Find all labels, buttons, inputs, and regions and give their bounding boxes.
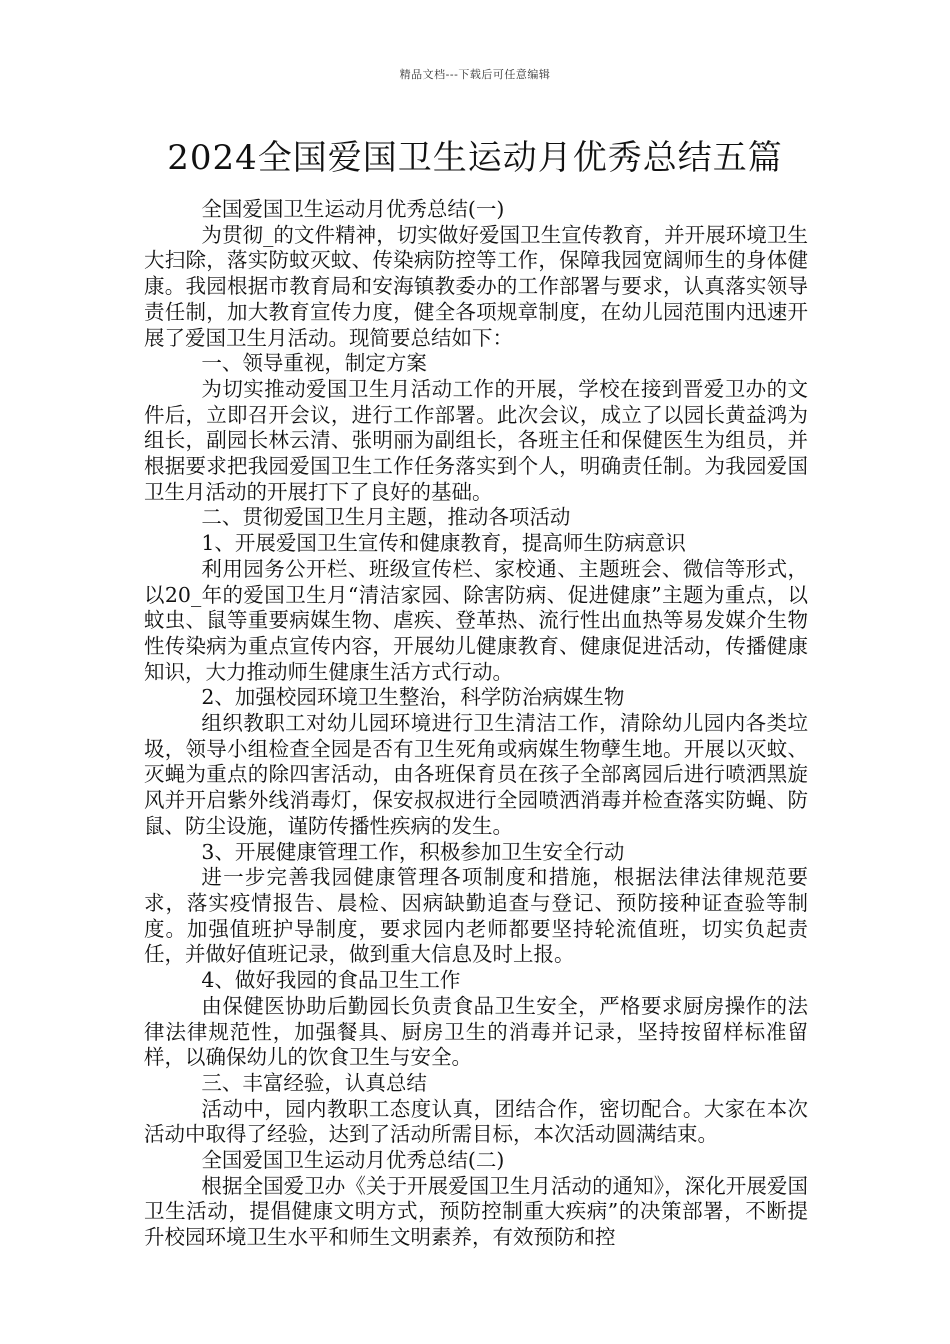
paragraph: 进一步完善我园健康管理各项制度和措施，根据法律法律规范要求，落实疫情报告、晨检、因病缺勤追查与登记、预防接种证查验等制度。加强值班护导制度，要求园内老师都要坚持轮流值班，切实负起责任，并做好值班记录，做到重大信息及时上报。 <box>144 865 808 967</box>
paragraph: 根据全国爱卫办《关于开展爱国卫生月活动的通知》，深化开展爱国卫生活动，提倡健康文明方式，预防控制重大疾病”的决策部署，不断提升校园环境卫生水平和师生文明素养，有效预防和控 <box>144 1173 808 1250</box>
section-heading: 一、领导重视，制定方案 <box>201 351 427 376</box>
paragraph: 全国爱国卫生运动月优秀总结(二) <box>201 1148 505 1173</box>
paragraph: 组织教职工对幼儿园环境进行卫生清洁工作，清除幼儿园内各类垃圾，领导小组检查全园是否有卫生死角或病媒生物孽生地。开展以灭蚊、灭蝇为重点的除四害活动，由各班保育员在孩子全部离园后进行喷洒黑旋风并开启紫外线消毒灯，保安叔叔进行全园喷洒消毒并检查落实防蝇、防鼠、防尘设施，谨防传播性疾病的发生。 <box>144 711 808 838</box>
paragraph: 由保健医协助后勤园长负责食品卫生安全，严格要求厨房操作的法律法律规范性，加强餐具、厨房卫生的消毒并记录，坚持按留样标准留样，以确保幼儿的饮食卫生与安全。 <box>144 993 808 1070</box>
document-title: 2024全国爱国卫生运动月优秀总结五篇 <box>167 138 783 178</box>
paragraph: 为切实推动爱国卫生月活动工作的开展，学校在接到晋爱卫办的文件后，立即召开会议，进行工作部署。此次会议，成立了以园长黄益鸿为组长，副园长林云清、张明丽为副组长，各班主任和保健医生为组员，并根据要求把我园爱国卫生工作任务落实到个人，明确责任制。为我园爱国卫生月活动的开展打下了良好的基础。 <box>144 376 808 504</box>
header-note: 精品文档---下载后可任意编辑 <box>399 68 551 81</box>
subsection-heading: 3、开展健康管理工作，积极参加卫生安全行动 <box>201 839 625 864</box>
paragraph: 活动中，园内教职工态度认真，团结合作，密切配合。大家在本次活动中取得了经验，达到了活动所需目标，本次活动圆满结束。 <box>144 1096 808 1147</box>
paragraph: 利用园务公开栏、班级宣传栏、家校通、主题班会、微信等形式，以20_年的爱国卫生月“清洁家园、除害防病、促进健康”主题为重点，以蚊虫、鼠等重要病媒生物、虐疾、登革热、流行性出血热等易发媒介生物性传染病为重点宣传内容，开展幼儿健康教育、健康促进活动，传播健康知识，大力推动师生健康生活方式行动。 <box>144 556 808 684</box>
subsection-heading: 1、开展爱国卫生宣传和健康教育，提高师生防病意识 <box>201 531 686 556</box>
paragraph: 为贯彻_的文件精神，切实做好爱国卫生宣传教育，并开展环境卫生大扫除，落实防蚊灭蚊、传染病防控等工作，保障我园宽阔师生的身体健康。我园根据市教育局和安海镇教委办的工作部署与要求，认真落实领导责任制，加大教育宣传力度，健全各项规章制度，在幼儿园范围内迅速开展了爱国卫生月活动。现简要总结如下： <box>144 222 808 350</box>
subsection-heading: 2、加强校园环境卫生整治，科学防治病媒生物 <box>201 685 625 710</box>
section-heading: 二、贯彻爱国卫生月主题，推动各项活动 <box>201 505 571 530</box>
section-heading: 三、丰富经验，认真总结 <box>201 1070 427 1095</box>
paragraph: 全国爱国卫生运动月优秀总结(一) <box>201 197 505 221</box>
subsection-heading: 4、做好我园的食品卫生工作 <box>201 968 461 993</box>
document-body <box>144 197 808 1251</box>
